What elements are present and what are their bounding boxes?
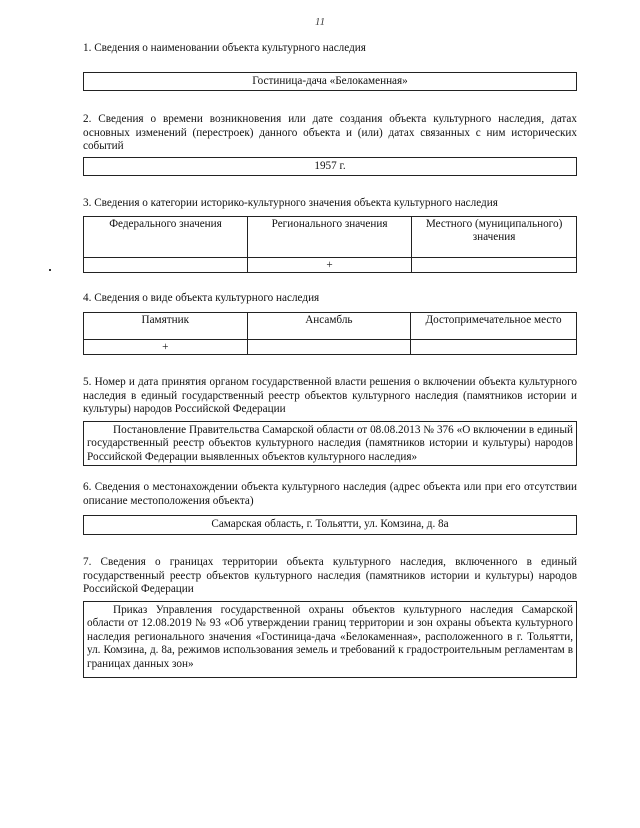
page-number: 11 (314, 16, 326, 28)
mark-monument: + (84, 340, 248, 355)
table-header-row (84, 217, 577, 258)
section-3-heading: 3. Сведения о категории историко-культурного значения объекта культурного наследия (83, 197, 498, 209)
column-landmark: Достопримечательное место (411, 313, 577, 340)
territory-order: Приказ Управления государственной охраны объектов культурного наследия Самарской области от 12.08.2019 № 93 «Об утверждении границ территории и зон охраны объекта культурного наследия регионального значения «Гостиница-дача «Белокаменная», расположенного в г. Тольятти, ул. Комзина, д. 8а, режимов использования земель и требований к градостроительным регламентам в границах данных зон» (87, 604, 573, 670)
significance-category-table (83, 216, 577, 273)
column-regional: Регионального значения (248, 217, 412, 258)
section-2-value-box (83, 157, 577, 176)
mark-landmark (411, 340, 577, 355)
column-federal: Федерального значения (84, 217, 248, 258)
section-4-heading: 4. Сведения о виде объекта культурного наследия (83, 292, 320, 304)
section-5-heading: 5. Номер и дата принятия органом государственной власти решения о включении объекта культурного наследия в единый государственный реестр объектов культурного наследия (памятников истории и культуры) народов Российской Федерации (83, 376, 577, 416)
object-name: Гостиница-дача «Белокаменная» (252, 74, 408, 87)
object-address: Самарская область, г. Тольятти, ул. Комзина, д. 8а (211, 518, 449, 531)
section-5-value-box (83, 421, 577, 466)
creation-date: 1957 г. (314, 159, 346, 172)
mark-federal (84, 258, 248, 273)
scan-mark (49, 269, 51, 271)
section-2-heading: 2. Сведения о времени возникновения или дате создания объекта культурного наследия, датах основных изменений (перестроек) данного объекта и (или) датах связанных с ним исторических событий (83, 113, 577, 153)
section-6-heading: 6. Сведения о местонахождении объекта культурного наследия (адрес объекта или при его отсутствии описание местоположения объекта) (83, 481, 577, 507)
section-1-value-box (83, 72, 577, 91)
column-local: Местного (муниципального) значения (412, 217, 577, 258)
column-monument: Памятник (84, 313, 248, 340)
mark-local (412, 258, 577, 273)
object-type-table (83, 312, 577, 355)
table-row (84, 340, 577, 355)
table-row (84, 258, 577, 273)
column-ensemble: Ансамбль (247, 313, 411, 340)
section-1-heading: 1. Сведения о наименовании объекта культурного наследия (83, 42, 366, 54)
section-7-heading: 7. Сведения о границах территории объекта культурного наследия, включенного в единый государственный реестр объектов культурного наследия (памятников истории и культуры) народов Российской Федерации (83, 556, 577, 596)
section-6-value-box (83, 515, 577, 535)
registry-decision: Постановление Правительства Самарской области от 08.08.2013 № 376 «О включении в единый государственный реестр объектов культурного наследия (памятников истории и культуры) народов Российской Федерации выявленных объектов культурного наследия» (87, 424, 573, 463)
table-header-row (84, 313, 577, 340)
mark-regional: + (248, 258, 412, 273)
section-7-value-box (83, 601, 577, 678)
mark-ensemble (247, 340, 411, 355)
